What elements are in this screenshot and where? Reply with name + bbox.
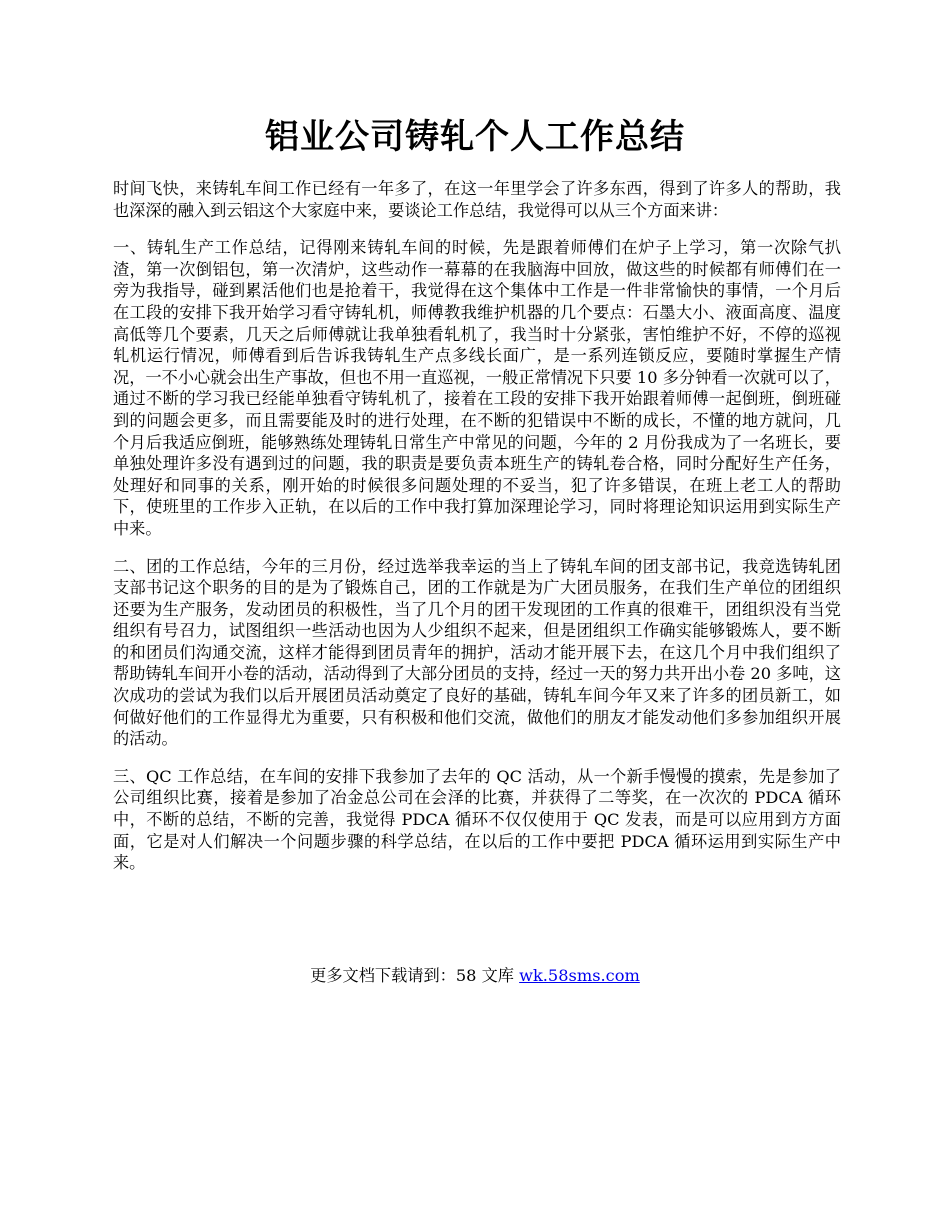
document-body: [113, 178, 841, 890]
document-title: 铝业公司铸轧个人工作总结: [265, 117, 685, 157]
footer-text: 更多文档下载请到：58 文库: [310, 966, 520, 985]
paragraph-league-work: 二、团的工作总结，今年的三月份，经过选举我幸运的当上了铸轧车间的团支部书记，我竞选铸轧团支部书记这个职务的目的是为了锻炼自己，团的工作就是为广大团员服务，在我们生产单位的团组织还要为生产服务，发动团员的积极性，当了几个月的团干发现团的工作真的很难干，团组织没有当党组织有号召力，试图组织一些活动也因为人少组织不起来，但是团组织工作确实能够锻炼人，要不断的和团员们沟通交流，这样才能得到团员青年的拥护，活动才能开展下去，在这几个月中我们组织了帮助铸轧车间开小卷的活动，活动得到了大部分团员的支持，经过一天的努力共开出小卷 20 多吨，这次成功的尝试为我们以后开展团员活动奠定了良好的基础，铸轧车间今年又来了许多的团员新工，如何做好他们的工作显得尤为重要，只有积极和他们交流，做他们的朋友才能发动他们多参加组织开展的活动。: [113, 556, 841, 749]
download-link[interactable]: wk.58sms.com: [519, 966, 640, 985]
paragraph-qc-work: 三、QC 工作总结，在车间的安排下我参加了去年的 QC 活动，从一个新手慢慢的摸索，先是参加了公司组织比赛，接着是参加了冶金总公司在会泽的比赛，并获得了二等奖，在一次次的 PDCA 循环中，不断的总结，不断的完善，我觉得 PDCA 循环不仅仅使用于 QC 发表，而是可以应用到方方面面，它是对人们解决一个问题步骤的科学总结，在以后的工作中要把 PDCA 循环运用到实际生产中来。: [113, 766, 841, 873]
paragraph-intro: 时间飞快，来铸轧车间工作已经有一年多了，在这一年里学会了许多东西，得到了许多人的帮助，我也深深的融入到云铝这个大家庭中来，要谈论工作总结，我觉得可以从三个方面来讲：: [113, 179, 841, 220]
download-footer: [0, 964, 950, 988]
paragraph-casting-production: 一、铸轧生产工作总结，记得刚来铸轧车间的时候，先是跟着师傅们在炉子上学习，第一次除气扒渣，第一次倒铝包，第一次清炉，这些动作一幕幕的在我脑海中回放，做这些的时候都有师傅们在一旁为我指导，碰到累活他们也是抢着干，我觉得在这个集体中工作是一件非常愉快的事情，一个月后在工段的安排下我开始学习看守铸轧机，师傅教我维护机器的几个要点：石墨大小、液面高度、温度高低等几个要素，几天之后师傅就让我单独看轧机了，我当时十分紧张，害怕维护不好，不停的巡视轧机运行情况，师傅看到后告诉我铸轧生产点多线长面广，是一系列连锁反应，要随时掌握生产情况，一不小心就会出生产事故，但也不用一直巡视，一般正常情况下只要 10 多分钟看一次就可以了，通过不断的学习我已经能单独看守铸轧机了，接着在工段的安排下我开始跟着师傅一起倒班，倒班碰到的问题会更多，而且需要能及时的进行处理，在不断的犯错误中不断的成长，不懂的地方就问，几个月后我适应倒班，能够熟练处理铸轧日常生产中常见的问题，今年的 2 月份我成为了一名班长，要单独处理许多没有遇到过的问题，我的职责是要负责本班生产的铸轧卷合格，同时分配好生产任务，处理好和同事的关系，刚开始的时候很多问题处理的不妥当，犯了许多错误，在班上老工人的帮助下，使班里的工作步入正轨，在以后的工作中我打算加深理论学习，同时将理论知识运用到实际生产中来。: [113, 238, 841, 538]
